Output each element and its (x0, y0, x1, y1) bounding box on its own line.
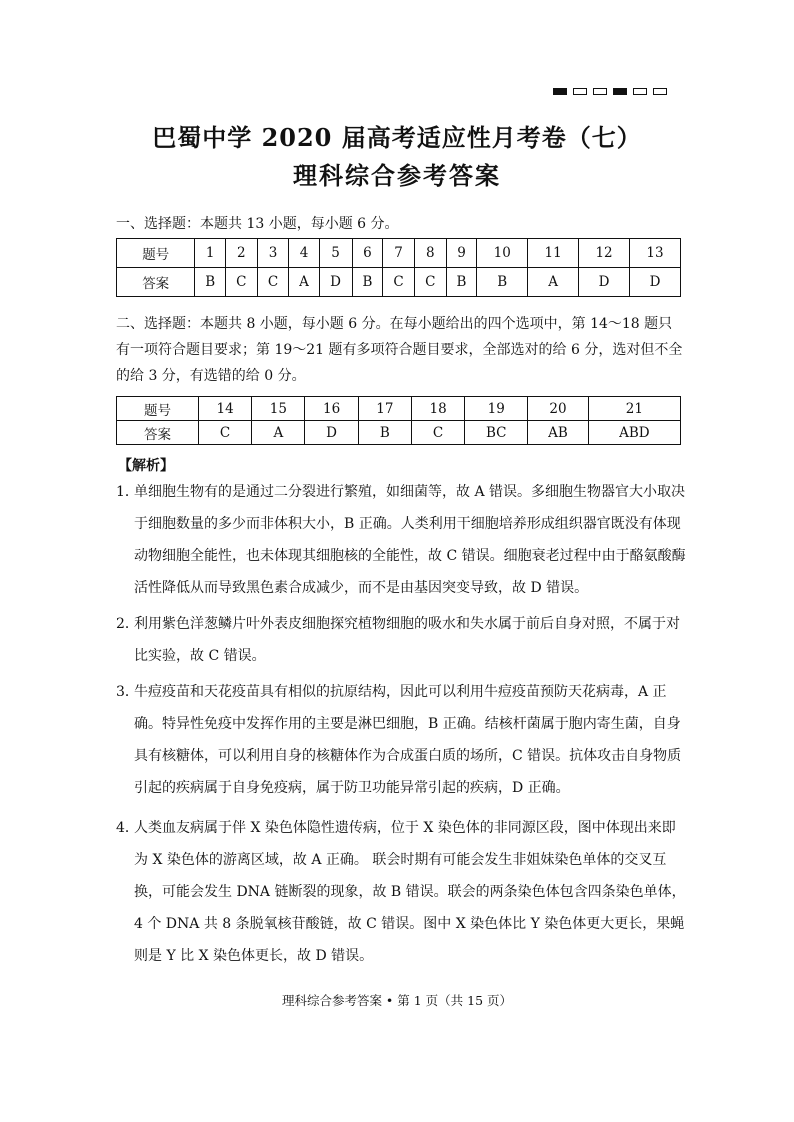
question-number: 20 (528, 397, 589, 421)
answer-cell: A (252, 421, 305, 445)
question-number: 16 (305, 397, 358, 421)
answer-cell: BC (465, 421, 528, 445)
item-number: 4． (116, 820, 139, 836)
analysis-item (116, 476, 686, 604)
answer-cell: C (411, 421, 464, 445)
question-number: 5 (319, 239, 352, 268)
answer-cell: A (528, 268, 579, 297)
question-number: 8 (414, 239, 446, 268)
answer-cell: C (414, 268, 446, 297)
question-number: 12 (579, 239, 630, 268)
answer-cell: ABD (588, 421, 680, 445)
item-text: 人类血友病属于伴 X 染色体隐性遗传病，位于 X 染色体的非同源区段，图中体现出来即为 X 染色体的游离区域，故 A 正确。 联会时期有可能会发生非姐妹染色单体的交叉互换，可能会发生 DNA 链断裂的现象，故 B 错误。联会的两条染色体包含四条染色单体，4 个 DNA 共 8 条脱氧核苷酸链，故 C 错误。图中 X 染色体比 Y 染色体更大更长，果蝇则是 Y 比 X 染色体更长，故 D 错误。 (134, 820, 686, 964)
answer-cell: C (383, 268, 415, 297)
table-row-answers (117, 268, 681, 297)
answer-cell: D (319, 268, 352, 297)
section2-heading: 二、选择题：本题共 8 小题，每小题 6 分。在每小题给出的四个选项中，第 14～18 题只有一项符合题目要求；第 19～21 题有多项符合题目要求，全部选对的给 6 分，选对但不全的给 3 分，有选错的给 0 分。 (116, 316, 683, 384)
corner-mark (633, 88, 647, 95)
item-number: 3． (116, 684, 139, 700)
answer-cell: B (358, 421, 411, 445)
answer-cell: B (477, 268, 528, 297)
question-number: 7 (383, 239, 415, 268)
document-title: 巴蜀中学 2020 届高考适应性月考卷（七） (152, 123, 642, 152)
question-number: 6 (352, 239, 383, 268)
analysis-item (116, 608, 686, 672)
question-number: 21 (588, 397, 680, 421)
table-row-answers (117, 421, 681, 445)
analysis-item (116, 676, 686, 804)
item-text: 单细胞生物有的是通过二分裂进行繁殖，如细菌等，故 A 错误。多细胞生物器官大小取决于细胞数量的多少而非体积大小，B 正确。人类利用干细胞培养形成组织器官既没有体现动物细胞全能性，也未体现其细胞核的全能性，故 C 错误。细胞衰老过程中由于酪氨酸酶活性降低从而导致黑色素合成减少，而不是由基因突变导致，故 D 错误。 (134, 484, 686, 596)
question-number: 2 (225, 239, 257, 268)
answer-cell: AB (528, 421, 589, 445)
question-number: 11 (528, 239, 579, 268)
question-number: 15 (252, 397, 305, 421)
corner-mark (593, 88, 607, 95)
item-text: 利用紫色洋葱鳞片叶外表皮细胞探究植物细胞的吸水和失水属于前后自身对照，不属于对比实验，故 C 错误。 (134, 616, 680, 664)
question-number: 9 (446, 239, 477, 268)
answer-cell: D (305, 421, 358, 445)
answer-cell: B (352, 268, 383, 297)
corner-mark (653, 88, 667, 95)
answer-cell: B (195, 268, 226, 297)
answer-table-1 (116, 238, 681, 297)
row-label: 答案 (117, 421, 199, 445)
question-number: 13 (629, 239, 680, 268)
question-number: 17 (358, 397, 411, 421)
table-row-numbers (117, 397, 681, 421)
item-text: 牛痘疫苗和天花疫苗具有相似的抗原结构，因此可以利用牛痘疫苗预防天花病毒，A 正确。特异性免疫中发挥作用的主要是淋巴细胞，B 正确。结核杆菌属于胞内寄生菌，自身具有核糖体，可以利用自身的核糖体作为合成蛋白质的场所，C 错误。抗体攻击自身物质引起的疾病属于自身免疫病，属于防卫功能异常引起的疾病，D 正确。 (134, 684, 682, 796)
answer-cell: D (629, 268, 680, 297)
corner-marks (553, 88, 667, 95)
question-number: 10 (477, 239, 528, 268)
question-number: 3 (257, 239, 289, 268)
answer-cell: C (225, 268, 257, 297)
corner-mark (613, 88, 627, 95)
corner-mark (553, 88, 567, 95)
page-footer: 理科综合参考答案 • 第 1 页（共 15 页） (281, 993, 513, 1008)
row-label: 答案 (117, 268, 195, 297)
document-subtitle: 理科综合参考答案 (293, 161, 501, 190)
question-number: 19 (465, 397, 528, 421)
analysis-heading: 【解析】 (118, 458, 174, 474)
answer-cell: B (446, 268, 477, 297)
corner-mark (573, 88, 587, 95)
item-number: 2． (116, 616, 139, 632)
item-number: 1． (116, 484, 139, 500)
section1-heading: 一、选择题：本题共 13 小题，每小题 6 分。 (116, 216, 399, 232)
answer-cell: C (257, 268, 289, 297)
question-number: 4 (289, 239, 319, 268)
answer-cell: D (579, 268, 630, 297)
question-number: 1 (195, 239, 226, 268)
question-number: 18 (411, 397, 464, 421)
row-label: 题号 (117, 239, 195, 268)
answer-cell: C (198, 421, 251, 445)
question-number: 14 (198, 397, 251, 421)
row-label: 题号 (117, 397, 199, 421)
answer-cell: A (289, 268, 319, 297)
table-row-numbers (117, 239, 681, 268)
analysis-item (116, 812, 686, 972)
answer-table-2 (116, 396, 681, 445)
